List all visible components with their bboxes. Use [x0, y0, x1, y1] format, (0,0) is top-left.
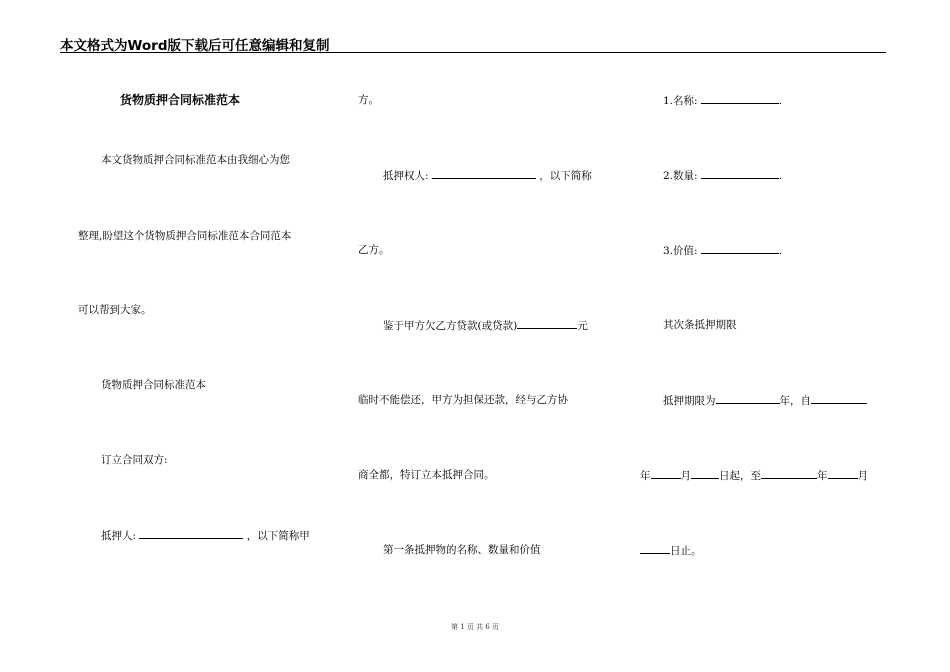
pledgee-line — [383, 168, 592, 183]
page-number: 第 1 页 共 6 页 — [450, 623, 500, 631]
item-value-label: 3.价值: — [663, 245, 698, 257]
paragraph-line: 整理,盼望这个货物质押合同标准范本合同范本 — [78, 230, 292, 242]
pledgee-suffix: ，以下简称 — [539, 170, 592, 182]
period: . — [778, 95, 783, 107]
month-label: 月 — [680, 470, 691, 482]
pledgee-blank — [432, 168, 536, 179]
period: . — [778, 170, 783, 182]
term-dates-line — [640, 468, 868, 483]
item-name-label: 1.名称: — [663, 95, 698, 107]
article-heading: 第一条抵押物的名称、数量和价值 — [383, 544, 541, 556]
pledgor-label: 抵押人: — [101, 530, 137, 542]
document-title: 货物质押合同标准范本 — [120, 93, 241, 107]
term-label: 抵押期限为 — [663, 395, 716, 407]
term-end-line — [640, 543, 702, 558]
paragraph-line: 方。 — [358, 94, 379, 106]
item-value-line — [663, 243, 782, 258]
paragraph-line: 可以帮到大家。 — [78, 304, 152, 316]
section-heading: 货物质押合同标准范本 — [101, 379, 206, 391]
start-month-blank — [651, 468, 681, 479]
term-years-blank — [716, 393, 780, 404]
term-from: 年，自 — [779, 395, 811, 407]
term-line — [663, 393, 867, 408]
pledgee-label: 抵押权人: — [383, 170, 429, 182]
pledgor-suffix: ，以下简称甲 — [246, 530, 310, 542]
paragraph-line: 商全都，特订立本抵押合同。 — [358, 469, 495, 481]
period: . — [778, 245, 783, 257]
item-name-line — [663, 93, 782, 108]
article-heading: 其次条抵押期限 — [663, 319, 737, 331]
paragraph-line: 临时不能偿还，甲方为担保还款，经与乙方协 — [358, 394, 568, 406]
pledgor-blank — [139, 528, 243, 539]
pledgor-line — [101, 528, 310, 543]
month-label: 月 — [857, 470, 868, 482]
year-label: 年 — [640, 470, 651, 482]
day-end-label: 日止。 — [670, 545, 702, 557]
day-to-label: 日起，至 — [719, 470, 761, 482]
paragraph-line: 订立合同双方: — [101, 454, 168, 466]
paragraph-line: 乙方。 — [358, 244, 390, 256]
end-year-blank — [761, 468, 817, 479]
item-quantity-label: 2.数量: — [663, 170, 698, 182]
loan-text: 鉴于甲方欠乙方贷款(或贷款) — [383, 320, 518, 332]
end-month-blank — [828, 468, 858, 479]
item-name-blank — [701, 93, 779, 104]
start-year-blank — [811, 393, 867, 404]
loan-line — [383, 318, 588, 333]
item-value-blank — [701, 243, 779, 254]
loan-unit: 元 — [577, 320, 588, 332]
start-day-blank — [691, 468, 719, 479]
loan-blank — [517, 318, 577, 329]
end-day-blank — [640, 543, 670, 554]
item-quantity-line — [663, 168, 782, 183]
header-rule — [60, 52, 886, 53]
document-header: 本文格式为Word版下载后可任意编辑和复制 — [60, 38, 330, 54]
year-label: 年 — [817, 470, 828, 482]
item-quantity-blank — [701, 168, 779, 179]
paragraph-line: 本文货物质押合同标准范本由我细心为您 — [101, 154, 290, 166]
